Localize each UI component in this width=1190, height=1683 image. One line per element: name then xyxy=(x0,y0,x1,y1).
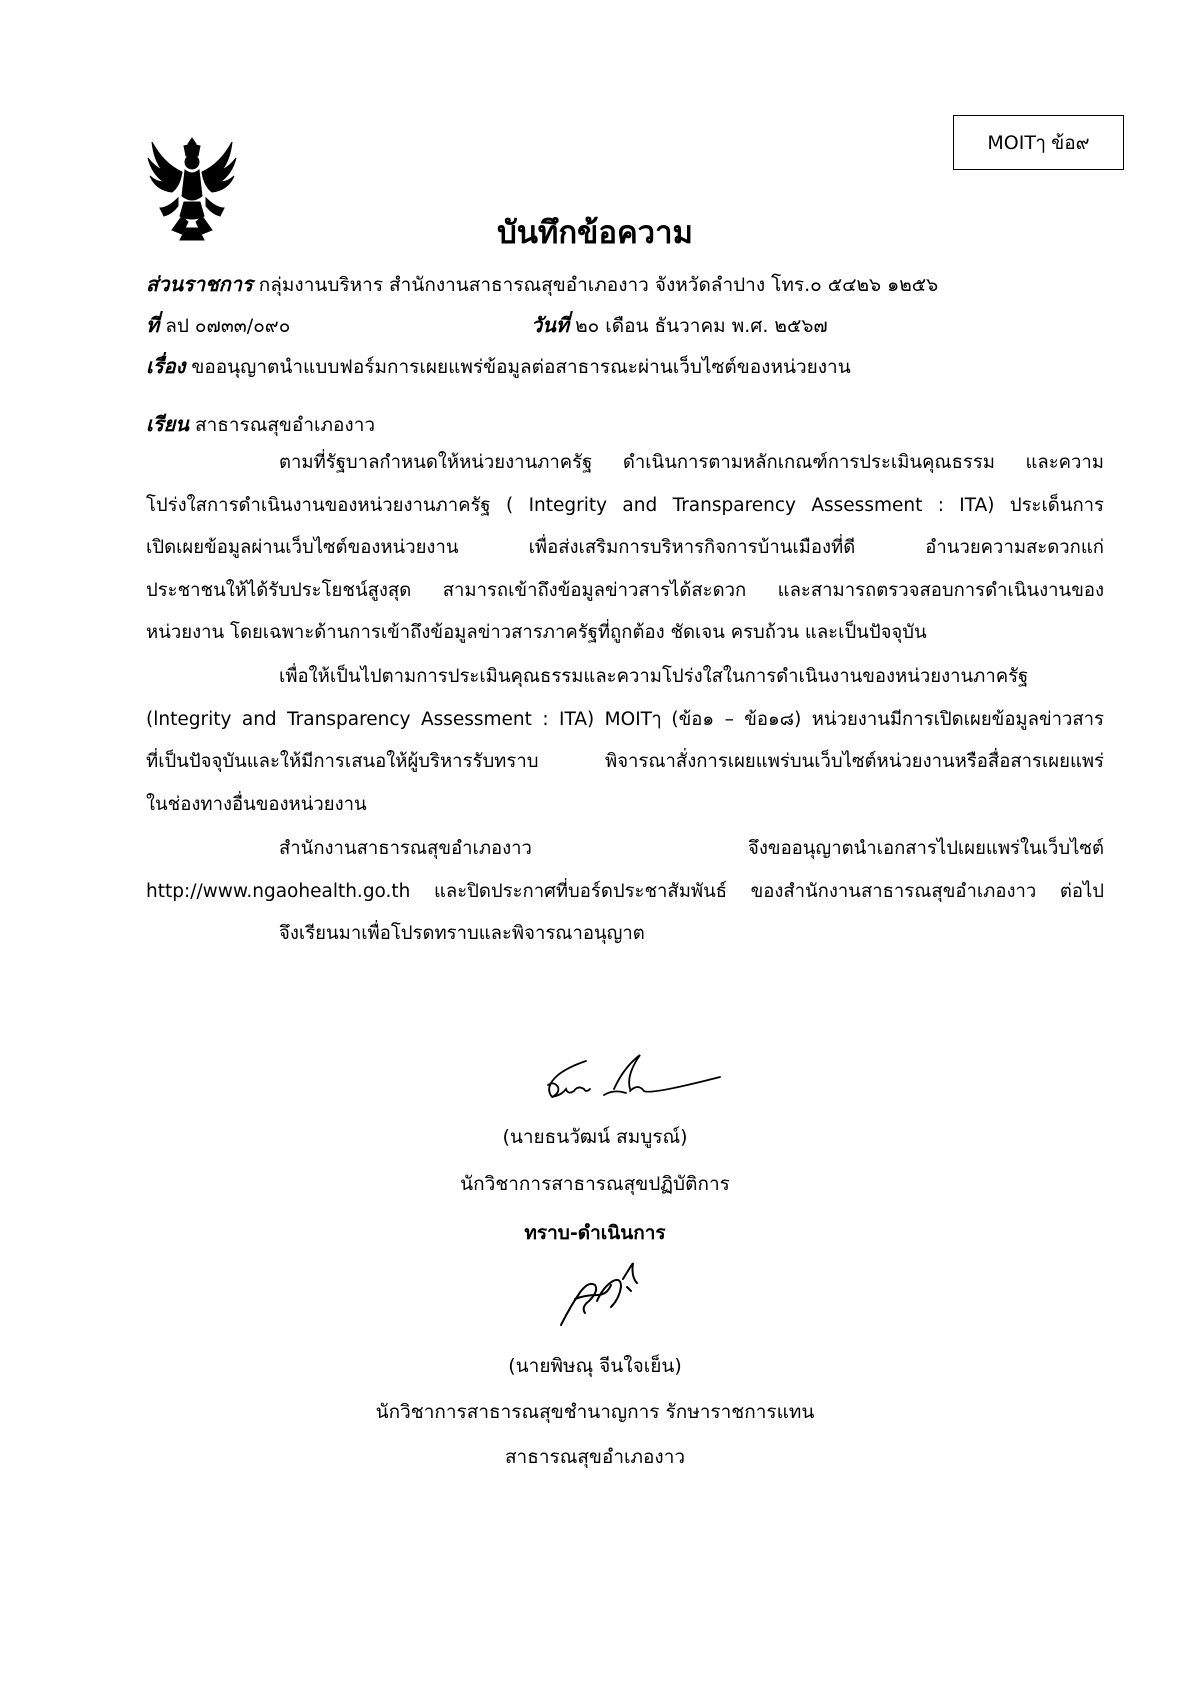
signer-1-position: นักวิชาการสาธารณสุขปฏิบัติการ xyxy=(460,1173,730,1195)
paragraph-1-line: โปร่งใสการดำเนินงานของหน่วยงานภาครัฐ ( Integrity and Transparency Assessment : ITA) ประเด็นการ xyxy=(146,494,1104,516)
signer-2-office: สาธารณสุขอำเภองาว xyxy=(504,1446,686,1468)
reference-number: ลป ๐๗๓๓/๐๙๐ xyxy=(165,315,291,337)
paragraph-2-line: (lntegrity and Transparency Assessment : ITA) MOITๅ (ข้อ๑ – ข้อ๑๘) หน่วยงานมีการเปิดเผยข้อมูลข่าวสาร xyxy=(146,708,1104,730)
reference-row xyxy=(146,309,290,341)
reference-label: ที่ xyxy=(146,313,160,337)
subject-row xyxy=(146,350,851,382)
subject-value: ขออนุญาตนำแบบฟอร์มการเผยแพร่ข้อมูลต่อสาธารณะผ่านเว็บไซต์ของหน่วยงาน xyxy=(191,356,851,378)
paragraph-2 xyxy=(146,656,1104,826)
signature-1-icon xyxy=(534,1045,724,1103)
page-title: บันทึกข้อความ xyxy=(497,215,693,251)
paragraph-3 xyxy=(146,828,1104,956)
date-row xyxy=(531,309,828,341)
subject-label: เรื่อง xyxy=(146,354,186,378)
signer-1-name: (นายธนวัฒน์ สมบูรณ์) xyxy=(502,1126,688,1148)
document-code-box xyxy=(953,115,1124,170)
signer-2-position: นักวิชาการสาธารณสุขชำนาญการ รักษาราชการแทน xyxy=(375,1401,815,1423)
date-value: ๒๐ เดือน ธันวาคม พ.ศ. ๒๕๖๗ xyxy=(575,315,828,337)
date-label: วันที่ xyxy=(531,313,570,337)
agency-label: ส่วนราชการ xyxy=(146,272,253,296)
document-code: MOITๅ ข้อ๙ xyxy=(987,131,1090,154)
paragraph-1-line: หน่วยงาน โดยเฉพาะด้านการเข้าถึงข้อมูลข่าวสารภาครัฐที่ถูกต้อง ชัดเจน ครบถ้วน และเป็นปัจจุบัน xyxy=(146,622,927,643)
paragraph-2-line: ที่เป็นปัจจุบันและให้มีการเสนอให้ผู้บริหารรับทราบ พิจารณาสั่งการเผยแพร่บนเว็บไซต์หน่วยงานหรือสื่อสารเผยแพร่ xyxy=(146,751,1104,772)
paragraph-3-line: http://www.ngaohealth.go.th และปิดประกาศที่บอร์ดประชาสัมพันธ์ ของสำนักงานสาธารณสุขอำเภองาว ต่อไป xyxy=(146,880,1104,902)
paragraph-1 xyxy=(146,442,1104,655)
recipient-row xyxy=(146,408,375,440)
paragraph-2-line: เพื่อให้เป็นไปตามการประเมินคุณธรรมและความโปร่งใสในการดำเนินงานของหน่วยงานภาครัฐ xyxy=(279,666,1029,687)
paragraph-3-line: สำนักงานสาธารณสุขอำเภองาว จึงขออนุญาตนำเอกสารไปเผยแพร่ในเว็บไซต์ xyxy=(279,838,1104,859)
signer-2-name: (นายพิษณุ จีนใจเย็น) xyxy=(508,1355,682,1377)
recipient-value: สาธารณสุขอำเภองาว xyxy=(194,414,376,436)
agency-value: กลุ่มงานบริหาร สำนักงานสาธารณสุขอำเภองาว จังหวัดลำปาง โทร.๐ ๕๔๒๖ ๑๒๕๖ xyxy=(258,274,939,296)
paragraph-1-line: เปิดเผยข้อมูลผ่านเว็บไซต์ของหน่วยงาน เพื่อส่งเสริมการบริหารกิจการบ้านเมืองที่ดี อำนวยความสะดวกแก่ xyxy=(146,537,1104,558)
paragraph-1-line: ประชาชนให้ได้รับประโยชน์สูงสุด สามารถเข้าถึงข้อมูลข่าวสารได้สะดวก และสามารถตรวจสอบการดำเนินงานของ xyxy=(146,579,1104,601)
signature-2-icon xyxy=(553,1255,653,1335)
approval-text: ทราบ-ดำเนินการ xyxy=(524,1222,666,1244)
paragraph-3-line: จึงเรียนมาเพื่อโปรดทราบและพิจารณาอนุญาต xyxy=(279,923,645,944)
agency-row xyxy=(146,268,938,300)
paragraph-2-line: ในช่องทางอื่นของหน่วยงาน xyxy=(146,793,367,815)
paragraph-1-line: ตามที่รัฐบาลกำหนดให้หน่วยงานภาครัฐ ดำเนินการตามหลักเกณฑ์การประเมินคุณธรรม และความ xyxy=(279,452,1104,473)
recipient-label: เรียน xyxy=(146,412,189,436)
